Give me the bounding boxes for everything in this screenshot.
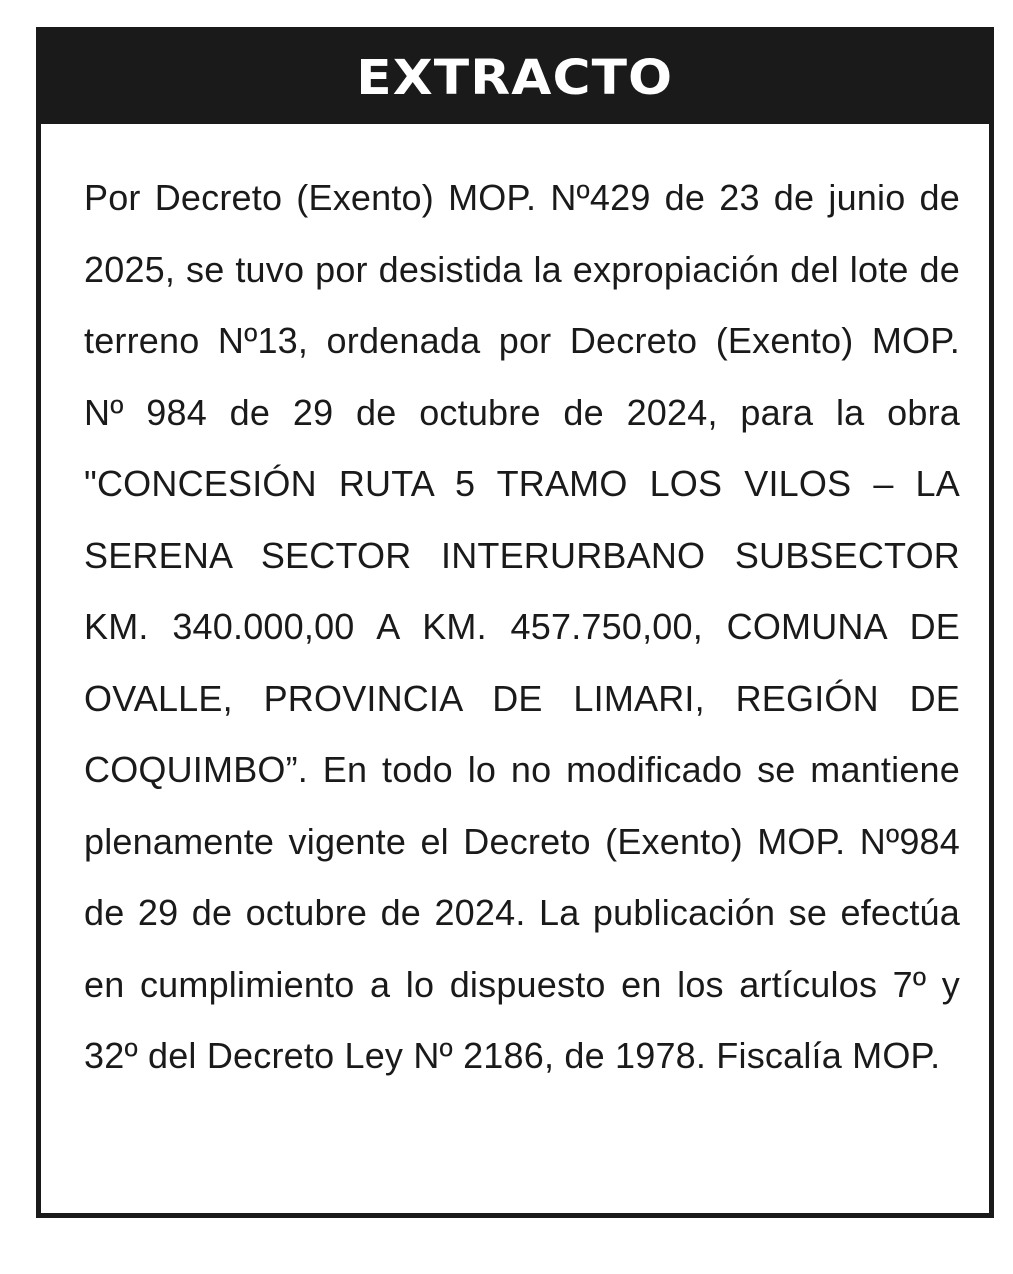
notice-title: EXTRACTO xyxy=(356,50,674,106)
notice-paragraph: Por Decreto (Exento) MOP. Nº429 de 23 de junio de 2025, se tuvo por desistida la expropiación del lote de terreno Nº13, ordenada por Decreto (Exento) MOP. Nº 984 de 29 de octubre de 2024, para la obra "CONCESIÓN RUTA 5 TRAMO LOS VILOS – LA SERENA SECTOR INTERURBANO SUBSECTOR KM. 340.000,00 A KM. 457.750,00, COMUNA DE OVALLE, PROVINCIA DE LIMARI, REGIÓN DE COQUIMBO”. En todo lo no modificado se mantiene plenamente vigente el Decreto (Exento) MOP. Nº984 de 29 de octubre de 2024. La publicación se efectúa en cumplimiento a lo dispuesto en los artículos 7º y 32º del Decreto Ley Nº 2186, de 1978. Fiscalía MOP. xyxy=(84,177,960,1076)
notice-body xyxy=(84,162,960,1092)
notice-box xyxy=(36,27,994,1218)
notice-header xyxy=(41,32,989,124)
